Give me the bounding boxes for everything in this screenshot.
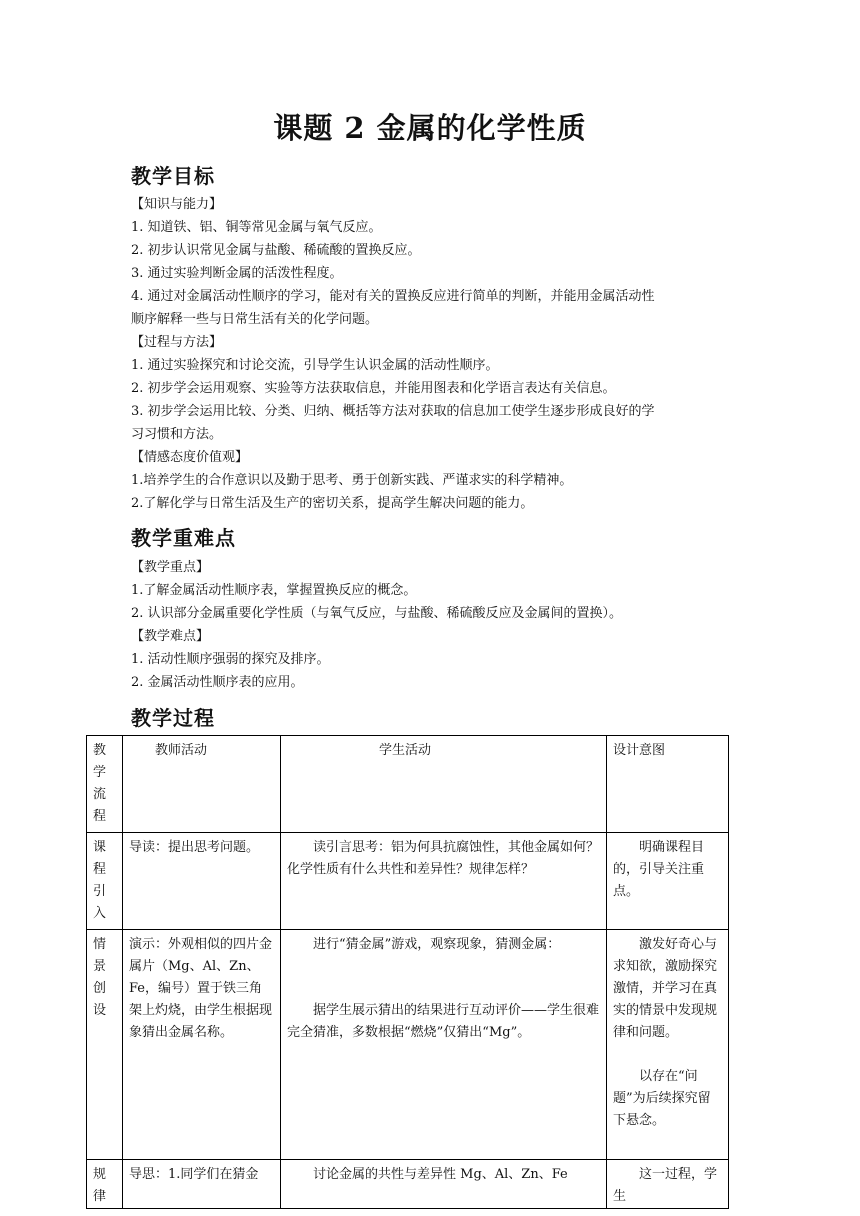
header-cell-teacher: 教师活动 [123,736,281,833]
goals-line: 【知识与能力】 [131,197,223,212]
student-text: 据学生展示猜出的结果进行互动评价——学生很难完全猜准，多数根据“燃烧”仅猜出“Mg”。 [287,1003,600,1040]
table-row [87,833,729,930]
goals-line: 顺序解释一些与日常生活有关的化学问题。 [131,312,379,327]
goals-line: 【过程与方法】 [131,335,223,350]
student-cell [281,930,607,1160]
goals-line: 2. 初步认识常见金属与盐酸、稀硫酸的置换反应。 [131,243,421,258]
goals-line: 1.培养学生的合作意识以及勤于思考、勇于创新实践、严谨求实的科学精神。 [131,473,573,488]
table-row [87,1160,729,1209]
teacher-cell: 演示：外观相似的四片金属片（Mg、Al、Zn、Fe，编号）置于铁三角架上灼烧，由学生根据现象猜出金属名称。 [123,930,281,1160]
header-cell-stage: 教 学 流程 [87,736,123,833]
table-row [87,930,729,1160]
section-heading-keypoints: 教学重难点 [131,526,236,550]
goals-line: 2. 初步学会运用观察、实验等方法获取信息，并能用图表和化学语言表达有关信息。 [131,381,616,396]
teacher-cell: 导读：提出思考问题。 [123,833,281,930]
page-title: 课题 2 金属的化学性质 [273,111,587,145]
goals-line: 1. 通过实验探究和讨论交流，引导学生认识金属的活动性顺序。 [131,358,499,373]
intent-cell [607,930,729,1160]
header-cell-student: 学生活动 [281,736,607,833]
keypoint-line: 2. 认识部分金属重要化学性质（与氧气反应，与盐酸、稀硫酸反应及金属间的置换）。 [131,606,623,621]
goals-line: 【情感态度价值观】 [131,450,249,465]
stage-cell: 课 程 引 入 [87,833,123,930]
intent-cell: 明确课程目的，引导关注重点。 [607,833,729,930]
student-text: 进行“猜金属”游戏，观察现象，猜测金属： [313,937,561,952]
goals-line: 3. 通过实验判断金属的活泼性程度。 [131,266,343,281]
goals-line: 4. 通过对金属活动性顺序的学习，能对有关的置换反应进行简单的判断，并能用金属活动性 [131,289,655,304]
teacher-cell: 导思：1.同学们在猜金 [123,1160,281,1209]
intent-text: 以存在“问题”为后续探究留下悬念。 [613,1069,711,1128]
intent-text: 激发好奇心与求知欲，激励探究激情，并学习在真实的情景中发现规律和问题。 [613,937,718,1040]
student-cell: 读引言思考：铝为何具抗腐蚀性，其他金属如何？化学性质有什么共性和差异性？规律怎样？ [281,833,607,930]
student-cell: 讨论金属的共性与差异性 Mg、Al、Zn、Fe [281,1160,607,1209]
goals-line: 1. 知道铁、铝、铜等常见金属与氧气反应。 [131,220,382,235]
keypoint-line: 【教学重点】 [131,560,210,575]
process-table [86,735,729,1209]
goals-line: 2.了解化学与日常生活及生产的密切关系，提高学生解决问题的能力。 [131,496,534,511]
section-heading-goals: 教学目标 [131,164,215,188]
goals-line: 习习惯和方法。 [131,427,223,442]
stage-cell: 规 律 [87,1160,123,1209]
keypoint-line: 2. 金属活动性顺序表的应用。 [131,675,304,690]
intent-cell: 这一过程，学生 [607,1160,729,1209]
goals-line: 3. 初步学会运用比较、分类、归纳、概括等方法对获取的信息加工使学生逐步形成良好的学 [131,404,655,419]
stage-cell: 情 景 创 设 [87,930,123,1160]
header-cell-intent: 设计意图 [607,736,729,833]
section-heading-process: 教学过程 [131,706,215,730]
keypoint-line: 1.了解金属活动性顺序表，掌握置换反应的概念。 [131,583,417,598]
keypoint-line: 1. 活动性顺序强弱的探究及排序。 [131,652,330,667]
table-header-row [87,736,729,833]
keypoint-line: 【教学难点】 [131,629,210,644]
